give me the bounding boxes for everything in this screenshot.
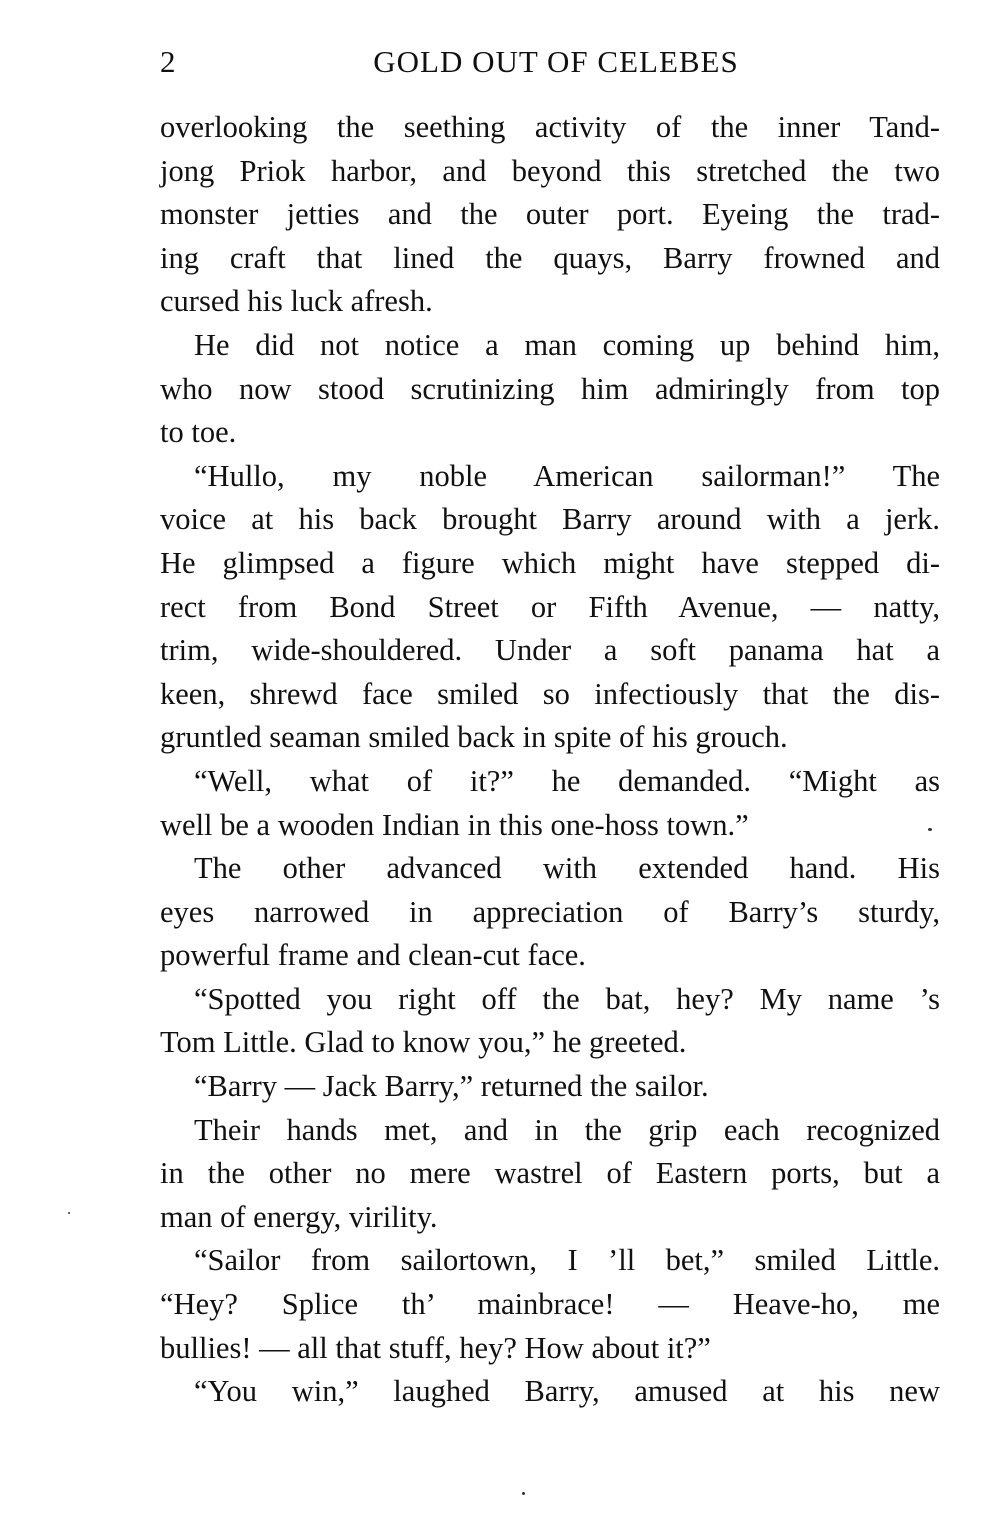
text-line: “You win,” laughed Barry, amused at his new [194, 1374, 940, 1409]
text-line: He glimpsed a figure which might have stepped di- [160, 545, 940, 580]
text-line: “Hey? Splice th’ mainbrace! — Heave-ho, me [160, 1287, 940, 1322]
print-speck [928, 828, 932, 831]
body-text [160, 106, 940, 1414]
text-line: Tom Little. Glad to know you,” he greeted. [160, 1025, 687, 1060]
text-line: “Barry — Jack Barry,” returned the sailor. [194, 1069, 709, 1104]
text-line: powerful frame and clean-cut face. [160, 938, 586, 973]
text-line: jong Priok harbor, and beyond this stretched the two [160, 153, 940, 188]
text-line: keen, shrewd face smiled so infectiously that the dis- [160, 676, 940, 711]
text-line: He did not notice a man coming up behind him, [194, 327, 940, 362]
page-number: 2 [160, 44, 177, 79]
text-line: monster jetties and the outer port. Eyeing the trad- [160, 197, 940, 232]
text-line: ing craft that lined the quays, Barry frowned and [160, 240, 940, 275]
text-line: “Well, what of it?” he demanded. “Might as [194, 763, 940, 798]
text-line: overlooking the seething activity of the inner Tand- [160, 110, 940, 144]
text-line: Their hands met, and in the grip each recognized [194, 1112, 940, 1147]
running-head [160, 44, 940, 88]
text-line: The other advanced with extended hand. His [194, 851, 940, 886]
text-line: to toe. [160, 415, 237, 450]
print-speck [522, 1492, 525, 1495]
text-line: rect from Bond Street or Fifth Avenue, — natty, [160, 589, 940, 624]
print-speck [68, 1212, 70, 1214]
text-line: voice at his back brought Barry around with a jerk. [160, 502, 940, 537]
text-line: well be a wooden Indian in this one-hoss town.” [160, 807, 749, 842]
text-line: who now stood scrutinizing him admiringly from top [160, 371, 940, 406]
text-line: gruntled seaman smiled back in spite of his grouch. [160, 720, 788, 755]
text-line: “Hullo, my noble American sailorman!” The [194, 458, 940, 493]
text-line: “Sailor from sailortown, I ’ll bet,” smiled Little. [194, 1243, 940, 1278]
text-line: man of energy, virility. [160, 1199, 438, 1234]
book-title: GOLD OUT OF CELEBES [373, 44, 739, 79]
text-line: in the other no mere wastrel of Eastern ports, but a [160, 1156, 940, 1191]
text-line: eyes narrowed in appreciation of Barry’s sturdy, [160, 894, 940, 929]
text-line: “Spotted you right off the bat, hey? My name ’s [194, 981, 940, 1016]
text-line: bullies! — all that stuff, hey? How about it?” [160, 1330, 711, 1365]
text-line: cursed his luck afresh. [160, 284, 433, 319]
text-line: trim, wide-shouldered. Under a soft panama hat a [160, 633, 940, 668]
